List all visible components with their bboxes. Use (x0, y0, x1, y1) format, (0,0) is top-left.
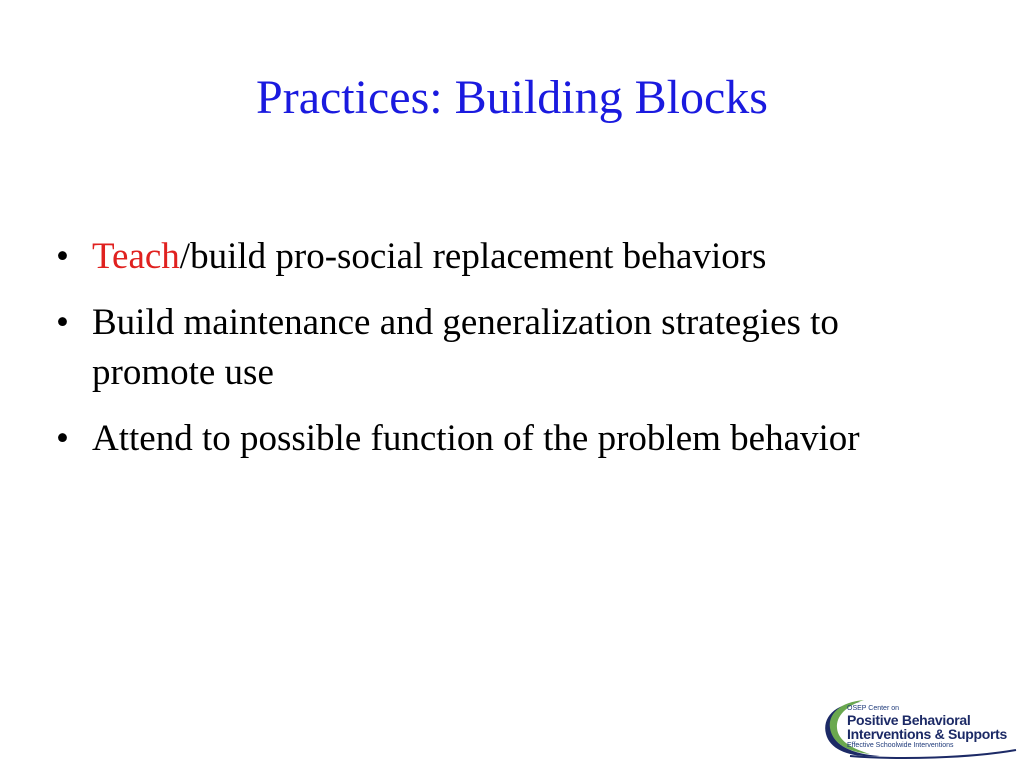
slide-title: Practices: Building Blocks (256, 71, 768, 124)
bullet-text: Attend to possible function of the problem behavior (92, 418, 860, 459)
bullet-dot-icon: • (56, 302, 69, 343)
logo-small-text: OSEP Center on (847, 705, 900, 712)
bullet-dot-icon: • (56, 418, 69, 459)
bullet-text: Build maintenance and generalization strategies to promote use (92, 302, 839, 393)
bullet-list (56, 232, 956, 480)
logo-tagline: Effective Schoolwide Interventions (847, 742, 954, 749)
logo-line-1: Positive Behavioral (847, 712, 971, 728)
bullet-rest: /build pro-social replacement behaviors (179, 236, 767, 277)
bullet-text (92, 232, 956, 282)
pbis-logo (820, 698, 1020, 760)
bullet-item (56, 298, 956, 398)
bullet-item (56, 232, 956, 282)
bullet-dot-icon: • (56, 236, 69, 277)
logo-line-2: Interventions & Supports (847, 726, 1008, 742)
bullet-highlight: Teach (92, 236, 180, 277)
bullet-item (56, 414, 956, 464)
